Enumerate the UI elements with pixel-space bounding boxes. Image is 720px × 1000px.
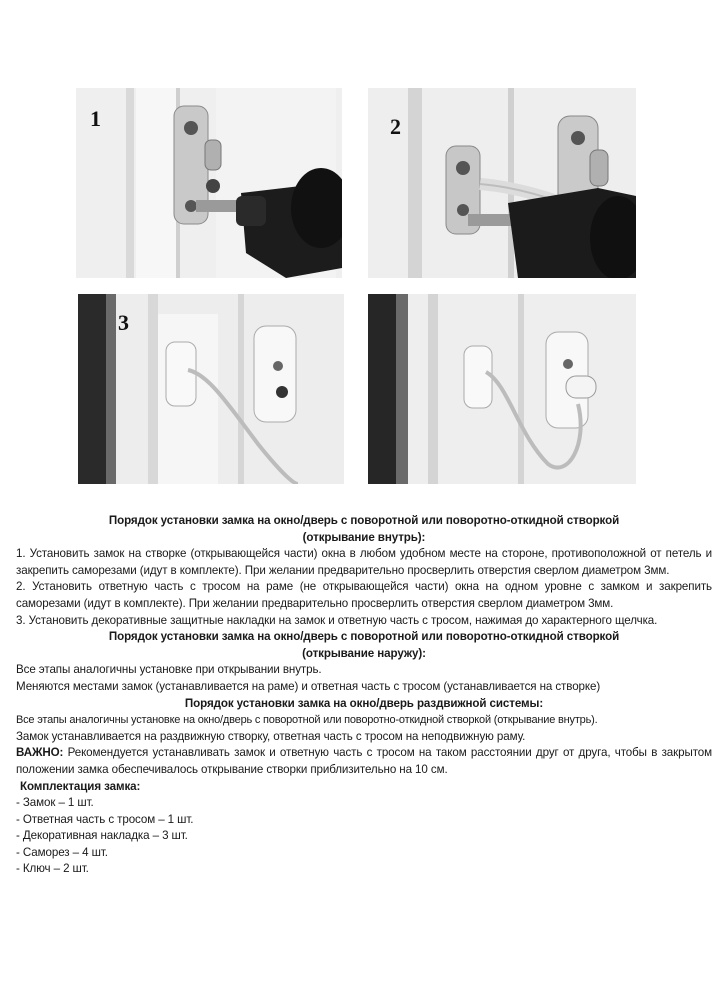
installation-photos	[0, 0, 720, 490]
drill-screwing-lock-photo-icon	[76, 88, 342, 278]
kit-item: - Ответная часть с тросом – 1 шт.	[16, 812, 194, 826]
important-note	[16, 745, 712, 778]
heading-outward-sub: (открывание наружу):	[302, 646, 426, 660]
important-label: ВАЖНО:	[16, 746, 64, 760]
kit-item: - Ключ – 2 шт.	[16, 862, 89, 876]
heading-outward: Порядок установки замка на окно/дверь с поворотной или поворотно-откидной створкой	[108, 630, 620, 644]
sliding-text-2: Замок устанавливается на раздвижную створку, ответная часть с тросом на неподвижную раму.	[16, 729, 526, 743]
sliding-text-1: Все этапы аналогичны установке на окно/дверь с поворотной или поворотно-откидной створкой (открывание внутрь).	[16, 714, 598, 727]
step-3-text: 3. Установить декоративные защитные накладки на замок и ответную часть с тросом, нажимая до характерного щелчка.	[16, 613, 658, 627]
kit-heading: Комплектация замка:	[20, 779, 141, 793]
step-number-1: 1	[90, 106, 101, 131]
heading-inward-sub: (открывание внутрь):	[302, 530, 426, 544]
outward-text-2: Меняются местами замок (устанавливается на раме) и ответная часть с тросом (устанавливается на створке)	[16, 679, 601, 693]
step-number-2: 2	[390, 114, 401, 139]
kit-item: - Замок – 1 шт.	[16, 796, 94, 810]
outward-text-1: Все этапы аналогичны установке при открывании внутрь.	[16, 663, 322, 677]
important-text: Рекомендуется устанавливать замок и ответную часть с тросом на таком расстоянии друг от друга, чтобы в закрытом положении замка обеспечивалось открывание створки приблизительно на 10 см.	[16, 746, 712, 776]
step-1-text: 1. Установить замок на створке (открывающейся части) окна в любом удобном месте на стороне, противоположной от петель и закрепить саморезами (идут в комплекте). При желании предварительно просверлить отверстия сверлом диаметром 3мм.	[16, 547, 712, 577]
heading-sliding: Порядок установки замка на окно/дверь раздвижной системы:	[184, 696, 544, 710]
photo-step-3	[78, 294, 344, 484]
lock-with-cable-closed-photo-icon	[368, 294, 636, 484]
drill-screwing-counterpart-photo-icon	[368, 88, 636, 278]
kit-item: - Декоративная накладка – 3 шт.	[16, 829, 188, 843]
step-2-text: 2. Установить ответную часть с тросом на раме (не открывающейся части) окна на одном уровне с замком и закрепить саморезами (идут в комплекте). При желании предварительно просверлить отверстия сверлом диаметром 3мм.	[16, 580, 712, 610]
photo-step-4	[368, 294, 636, 484]
kit-item: - Саморез – 4 шт.	[16, 845, 108, 859]
photo-step-1	[76, 88, 342, 278]
instructions-text	[16, 513, 712, 878]
photo-step-2	[368, 88, 636, 278]
step-number-3: 3	[118, 310, 129, 335]
heading-inward: Порядок установки замка на окно/дверь с поворотной или поворотно-откидной створкой	[108, 514, 620, 527]
